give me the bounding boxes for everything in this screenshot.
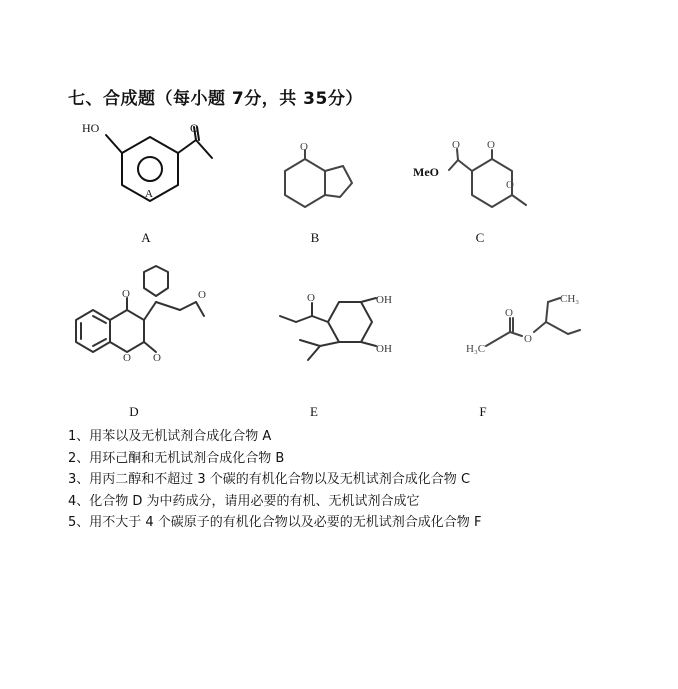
compound-f-o1: O (505, 307, 513, 319)
compound-c-o2: O (487, 139, 495, 151)
compound-b-o: O (300, 141, 308, 153)
compound-f-h3c: H₃C (466, 343, 486, 355)
compound-d-structure (76, 266, 204, 352)
question-item: 1、用苯以及无机试剂合成化合物 A (68, 429, 272, 444)
compound-e-o: O (307, 292, 315, 304)
compound-label-b: B (310, 230, 320, 245)
compound-a-o: O (190, 121, 199, 135)
compound-f-ch3: CH₃ (560, 293, 580, 305)
compound-d-o3: O (153, 352, 161, 364)
compound-label-a: A (141, 230, 151, 245)
compound-c-o1: O (452, 139, 460, 151)
compound-f-structure (486, 298, 580, 346)
question-item: 2、用环己酮和无机试剂合成化合物 B (68, 450, 285, 466)
compound-c-structure (449, 149, 526, 207)
compound-e-oh1: OH (376, 294, 392, 306)
question-list (68, 426, 668, 534)
question-item: 4、化合物 D 为中药成分，请用必要的有机、无机试剂合成它 (68, 493, 420, 509)
compound-d-o4: O (198, 289, 206, 301)
compound-a-ho: HO (82, 121, 100, 135)
compound-label-c: C (475, 230, 485, 245)
compound-b-structure (285, 150, 352, 207)
compound-f-o2: O (524, 333, 532, 345)
compound-label-e: E (310, 404, 318, 419)
question-item: 3、用丙二醇和不超过 3 个碳的有机化合物以及无机试剂合成化合物 C (68, 472, 471, 487)
compound-e-oh2: OH (376, 343, 392, 355)
compound-a-structure (106, 127, 212, 201)
compound-d-o2: O (123, 352, 131, 364)
compound-e-structure (280, 298, 376, 360)
compound-label-f: F (479, 404, 487, 419)
question-item: 5、用不大于 4 个碳原子的有机化合物以及必要的无机试剂合成化合物 F (68, 515, 482, 530)
section-title: 七、合成题（每小题 7分，共 35分） (68, 89, 363, 109)
compound-a-ring-label: A (145, 188, 153, 200)
compound-label-d: D (129, 404, 139, 419)
compound-c-meo: MeO (413, 165, 439, 179)
compound-d-o1: O (122, 288, 130, 300)
compound-c-o3: O (506, 179, 514, 191)
